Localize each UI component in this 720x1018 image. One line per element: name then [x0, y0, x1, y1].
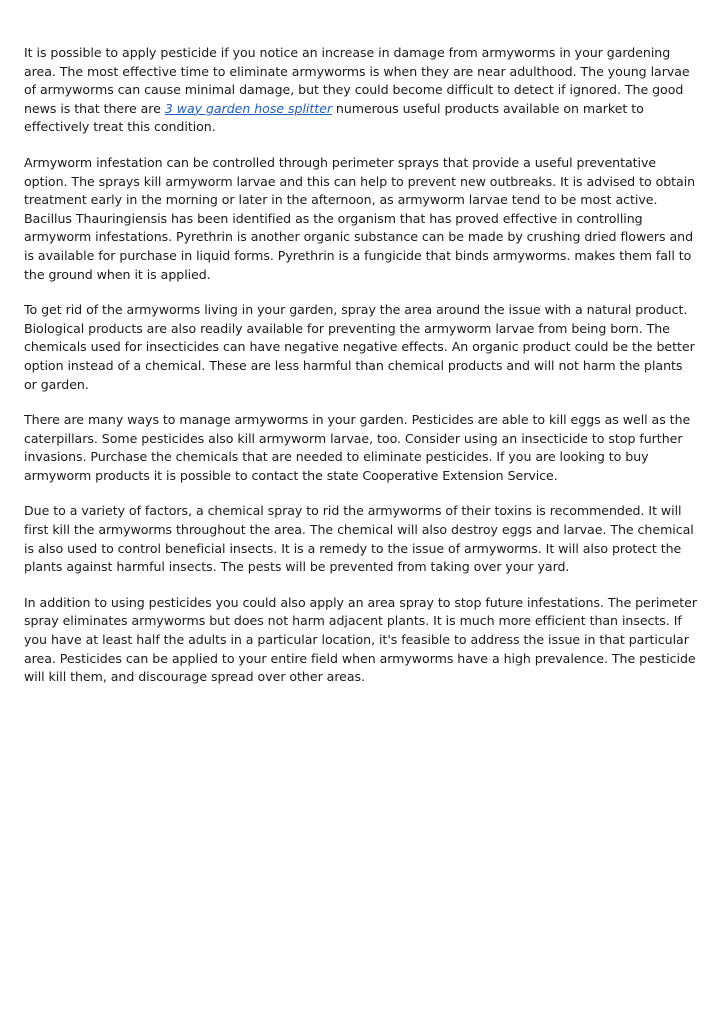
paragraph-1-text-after: numerous useful products available on market to effectively treat this condition. — [24, 100, 644, 135]
paragraph-5: Due to a variety of factors, a chemical spray to rid the armyworms of their toxins is recommended. It will first kill the armyworms throughout the area. The chemical will also destroy eggs and larvae. The chemical is also used to control beneficial insects. It is a remedy to the issue of armyworms. It will also protect the plants against harmful insects. The pests will be prevented from taking over your yard. — [24, 503, 694, 575]
paragraph-4: There are many ways to manage armyworms in your garden. Pesticides are able to kill eggs as well as the caterpillars. Some pesticides also kill armyworm larvae, too. Consider using an insecticide to stop further invasions. Purchase the chemicals that are needed to eliminate pesticides. If you are looking to buy armyworm products it is possible to contact the state Cooperative Extension Service. — [24, 412, 691, 483]
paragraph-2: Armyworm infestation can be controlled through perimeter sprays that provide a useful preventative option. The sprays kill armyworm larvae and this can help to prevent new outbreaks. It is advised to obtain treatment early in the morning or later in the afternoon, as armyworm larvae tend to be most active. Bacillus Thauringiensis has been identified as the organism that has proved effective in controlling armyworm infestations. Pyrethrin is another organic substance can be made by crushing dried flowers and is available for purchase in liquid forms. Pyrethrin is a fungicide that binds armyworms. makes them fall to the ground when it is applied. — [24, 154, 696, 282]
paragraph-1-text-before: It is possible to apply pesticide if you notice an increase in damage from armyworms in your gardening area. The most effective time to eliminate armyworms is when they are near adulthood. The young larvae of armyworms can cause minimal damage, but they could become difficult to detect if ignored. The good news is that there are — [24, 45, 690, 116]
paragraph-3: To get rid of the armyworms living in your garden, spray the area around the issue with a natural product. Biological products are also readily available for preventing the armyworm larvae from being born. The chemicals used for insecticides can have negative negative effects. An organic product could be the better option instead of a chemical. These are less harmful than chemical products and will not harm the plants or garden. — [24, 302, 695, 392]
garden-hose-splitter-link[interactable]: 3 way garden hose splitter — [164, 100, 332, 116]
paragraph-1 — [24, 44, 698, 137]
paragraph-6: In addition to using pesticides you could also apply an area spray to stop future infestations. The perimeter spray eliminates armyworms but does not harm adjacent plants. It is much more efficient than insects. If you have at least half the adults in a particular location, it's feasible to address the issue in that particular area. Pesticides can be applied to your entire field when armyworms have a high prevalence. The pesticide will kill them, and discourage spread over other areas. — [24, 594, 697, 685]
